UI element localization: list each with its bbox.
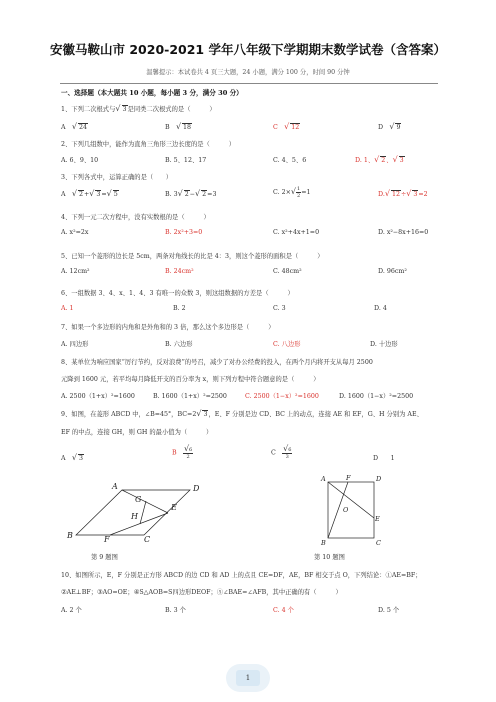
- q4-option-c[interactable]: C. x²+4x+1=0: [273, 229, 320, 236]
- q8-option-a[interactable]: A. 2500（1+x）²=1600: [61, 393, 135, 400]
- question-4-stem: 4、下列一元二次方程中，没有实数根的是（ ）: [61, 214, 210, 221]
- question-7-stem: 7、如果一个多边形的内角和是外角和的 3 倍，那么这个多边形是（ ）: [61, 324, 275, 331]
- fig10-label-a: A: [321, 475, 326, 483]
- q7-option-d[interactable]: D. 十边形: [370, 341, 398, 348]
- q10-option-a[interactable]: A. 2 个: [61, 607, 82, 614]
- fig9-label-b: B: [67, 531, 73, 540]
- q6-option-b[interactable]: B. 2: [173, 305, 186, 312]
- fig10-label-b: B: [321, 539, 326, 547]
- fig9-label-h: H: [131, 512, 138, 521]
- question-9-stem-line1: 9、如图，在菱形 ABCD 中，∠B=45°，BC=2√ 3，E、F 分别是边 CD、BC 上的动点，连接 AE 和 EF，G、H 分别为 AE、: [61, 409, 423, 418]
- question-3-stem: 3、下列各式中，运算正确的是（ ）: [61, 174, 173, 181]
- fig9-label-d: D: [193, 484, 200, 493]
- q1-option-d[interactable]: D √ 9: [378, 122, 401, 131]
- q6-option-a[interactable]: A. 1: [61, 305, 74, 312]
- page-number: 1: [236, 670, 260, 686]
- q2-option-c[interactable]: C. 4、5、6: [273, 157, 307, 164]
- q4-option-a[interactable]: A. x²=2x: [61, 229, 89, 236]
- question-9-stem-line2: EF 的中点，连接 GH，则 GH 的最小值为（ ）: [61, 429, 213, 436]
- q5-option-a[interactable]: A. 12cm²: [61, 268, 90, 275]
- figure-10-caption: 第 10 题图: [314, 554, 345, 561]
- fig9-label-a: A: [112, 482, 118, 491]
- q9-option-a[interactable]: A √ 3: [61, 453, 83, 462]
- q3-option-b[interactable]: B. 3√ 2−√ 2=3: [165, 189, 217, 198]
- q5-option-b[interactable]: B. 24cm²: [165, 268, 194, 275]
- q8-option-d[interactable]: D. 1600（1−x）²=2500: [339, 393, 414, 400]
- q2-option-b[interactable]: B. 5、12、17: [165, 157, 207, 164]
- q1-option-a[interactable]: A √ 24: [61, 122, 87, 131]
- fig10-label-o: O: [343, 506, 349, 514]
- q6-option-d[interactable]: D. 4: [374, 305, 387, 312]
- q9-option-c[interactable]: C $\frac{√6}{3}$: [271, 444, 292, 460]
- q3-option-c[interactable]: C. 2×√ $\frac{1}{2}=1$: [273, 186, 311, 199]
- q9-option-b[interactable]: B $\frac{√6}{2}$: [172, 444, 193, 460]
- q3-option-a[interactable]: A √ 2+√ 3=√ 5: [61, 189, 118, 198]
- section-heading-1: 一、选择题（本大题共 10 小题，每小题 3 分，满分 30 分）: [61, 89, 243, 97]
- q7-option-a[interactable]: A. 四边形: [61, 341, 89, 348]
- question-5-stem: 5、已知一个菱形的边长是 5cm，两条对角线长的比是 4：3，则这个菱形的面积是（ ）: [61, 253, 324, 260]
- question-6-stem: 6、一组数据 3、4、x、1、4、3 有唯一的众数 3，则这组数据的方差是（ ）: [61, 290, 294, 297]
- q10-option-b[interactable]: B. 3 个: [165, 607, 186, 614]
- q10-option-d[interactable]: D. 5 个: [378, 607, 400, 614]
- question-1-stem: 1、下列二次根式与√ 3是同类二次根式的是（ ）: [61, 104, 216, 113]
- fig9-label-g: G: [135, 495, 142, 504]
- fig9-label-e: E: [171, 503, 177, 512]
- q6-option-c[interactable]: C. 3: [273, 305, 286, 312]
- question-8-stem-line1: 8、某单位为响应国家“厉行节约，反对浪费”的号召，减少了对办公经费的投入，在两个月内将开支从每月 2500: [61, 359, 373, 366]
- q4-option-d[interactable]: D. x²−8x+16=0: [378, 229, 429, 236]
- q2-option-a[interactable]: A. 6、9、10: [61, 157, 99, 164]
- question-10-stem-line2: ②AE⊥BF；③AO=OE；④S△AOB=S四边形DEOF；⑤∠BAE=∠AFB，其中正确的有（ ）: [61, 589, 342, 596]
- fig9-label-f: F: [104, 535, 110, 542]
- divider: [60, 83, 438, 84]
- q10-option-c[interactable]: C. 4 个: [273, 607, 294, 614]
- question-8-stem-line2: 元降到 1600 元，若平均每月降低开支的百分率为 x，则下列方程中符合题意的是（ ）: [61, 376, 320, 383]
- q3-option-d[interactable]: D.√ 12÷√ 3=2: [378, 189, 428, 198]
- figure-9-caption: 第 9 题图: [91, 554, 118, 561]
- q5-option-c[interactable]: C. 48cm²: [273, 268, 302, 275]
- q4-option-b[interactable]: B. 2x²+3=0: [165, 229, 203, 236]
- fig10-label-d: D: [376, 475, 382, 483]
- q8-option-c[interactable]: C. 2500（1−x）²=1600: [245, 393, 319, 400]
- q9-option-d[interactable]: D 1: [373, 455, 395, 462]
- page-title: 安徽马鞍山市 2020-2021 学年八年级下学期期末数学试卷（含答案）: [50, 42, 446, 57]
- q1-option-b[interactable]: B √ 18: [165, 122, 192, 131]
- q1-option-c[interactable]: C √ 12: [273, 122, 300, 131]
- figure-9-rhombus: [64, 478, 204, 542]
- question-10-stem-line1: 10、如图所示，E，F 分别是正方形 ABCD 的边 CD 和 AD 上的点且 CE=DF，AE，BF 相交于点 O，下列结论：①AE=BF；: [61, 572, 422, 579]
- fig9-label-c: C: [144, 535, 151, 542]
- fig10-label-e: E: [375, 515, 380, 523]
- q2-option-d[interactable]: D. 1、√ 2、√ 3: [355, 155, 404, 164]
- q5-option-d[interactable]: D. 96cm²: [378, 268, 407, 275]
- figure-10-square: [318, 472, 384, 548]
- fig10-label-f: F: [346, 474, 351, 482]
- tip-line: 温馨提示：本试卷共 4 页三大题，24 小题，满分 100 分，时间 90 分钟: [146, 69, 350, 76]
- fig10-label-c: C: [376, 539, 381, 547]
- q8-option-b[interactable]: B. 1600（1+x）²=2500: [153, 393, 227, 400]
- q7-option-c[interactable]: C. 八边形: [273, 341, 301, 348]
- question-2-stem: 2、下列几组数中，能作为直角三角形三边长度的是（ ）: [61, 141, 236, 148]
- q7-option-b[interactable]: B. 六边形: [165, 341, 193, 348]
